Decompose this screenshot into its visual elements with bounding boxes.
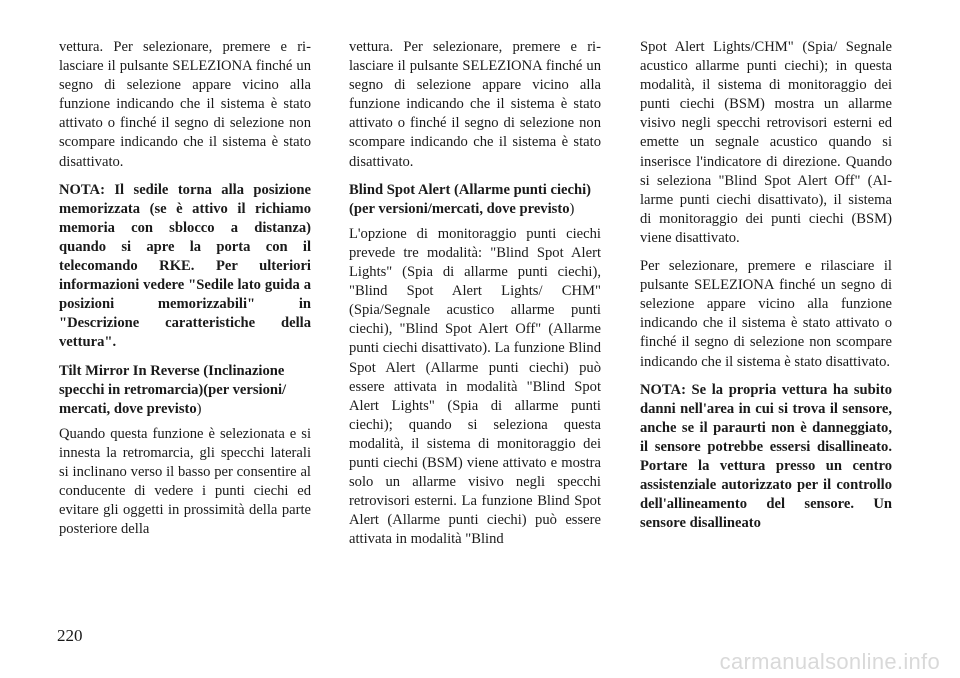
watermark-text[interactable]: carmanualsonline.info (719, 649, 940, 674)
page-number: 220 (57, 626, 83, 645)
paragraph: Spot Alert Lights/CHM" (Spia/ Segnale acustico allarme punti ciechi); in questa modalità, il sistema di monitoraggio dei punti ciechi (BSM) mostra un allarme visivo negli specchi retrovisori esterni ed emette un segnale acustico quando si inserisce l'indicatore di direzione. Quando si seleziona "Blind Spot Alert Off" (Allarme punti ciechi disattivato), il sistema di monitoraggio dei punti ciechi (BSM) viene disattivato. (640, 39, 892, 246)
text-column-1 (59, 38, 311, 548)
paragraph: vettura. Per selezionare, premere e rilasciare il pulsante SELEZIONA finché un segno di selezione appare vicino alla funzione indicando che il sistema è stato attivato o finché il segno di selezione non scompare indicando che il sistema è stato disattivato. (349, 39, 601, 170)
heading-close-paren: ) (569, 200, 575, 217)
section-heading-blind-spot-alert (349, 181, 601, 219)
paragraph: L'opzione di monitoraggio punti ciechi prevede tre modalità: "Blind Spot Alert Lights" (Spia di allarme punti ciechi), "Blind Spot Alert Lights/ CHM" (Spia/Segnale acustico allarme punti ciechi), "Blind Spot Alert Off" (Allarme punti ciechi disattivato). La funzione Blind Spot Alert (Allarme punti ciechi) può essere attivata in modalità "Blind Spot Alert Lights" (Spia di allarme punti ciechi); quando si seleziona questa modalità, il sistema di monitoraggio dei punti ciechi (BSM) viene attivato e mostra solo un allarme visivo negli specchi retrovisori esterni. La funzione Blind Spot Alert (Allarme punti ciechi) può essere attivata in modalità "Blind (349, 225, 601, 548)
note-paragraph: NOTA: Il sedile torna alla posizione memorizzata (se è attivo il richiamo memoria con sblocco a distanza) quando si apre la porta con il telecomando RKE. Per ulteriori informazioni vedere "Sedile lato guida a posizioni memorizzabili" in "Descrizione caratteristiche della vettura". (59, 181, 311, 351)
heading-text: Tilt Mirror In Reverse (Inclinazione specchi in retromarcia)(per versioni/ mercati, dove previsto (59, 362, 287, 417)
paragraph: vettura. Per selezionare, premere e rilasciare il pulsante SELEZIONA finché un segno di selezione appare vicino alla funzione indicando che il sistema è stato attivato o finché il segno di selezione non scompare indicando che il sistema è stato disattivato. (59, 39, 311, 170)
note-paragraph: NOTA: Se la propria vettura ha subito danni nell'area in cui si trova il sensore, anche se il paraurti non è danneggiato, il sensore potrebbe essersi disallineato. Portare la vettura presso un centro assistenziale autorizzato per il controllo dell'allineamento del sensore. Un sensore disallineato (640, 381, 892, 532)
text-column-3 (640, 38, 892, 542)
heading-text: Blind Spot Alert (Allarme punti ciechi) (per versioni/mercati, dove previsto (349, 181, 592, 217)
text-column-2 (349, 38, 601, 558)
paragraph: Per selezionare, premere e rilasciare il pulsante SELEZIONA finché un segno di selezione appare vicino alla funzione indicando che il sistema è stato attivato o finché il segno di selezione non scompare indicando che il sistema è stato disattivato. (640, 258, 892, 370)
section-heading-tilt-mirror (59, 362, 311, 419)
heading-close-paren: ) (196, 400, 202, 417)
paragraph: Quando questa funzione è selezionata e si innesta la retromarcia, gli specchi laterali si inclinano verso il basso per consentire al conducente di vedere i punti ciechi ed evitare gli oggetti in prossimità della parte posteriore della (59, 425, 311, 538)
